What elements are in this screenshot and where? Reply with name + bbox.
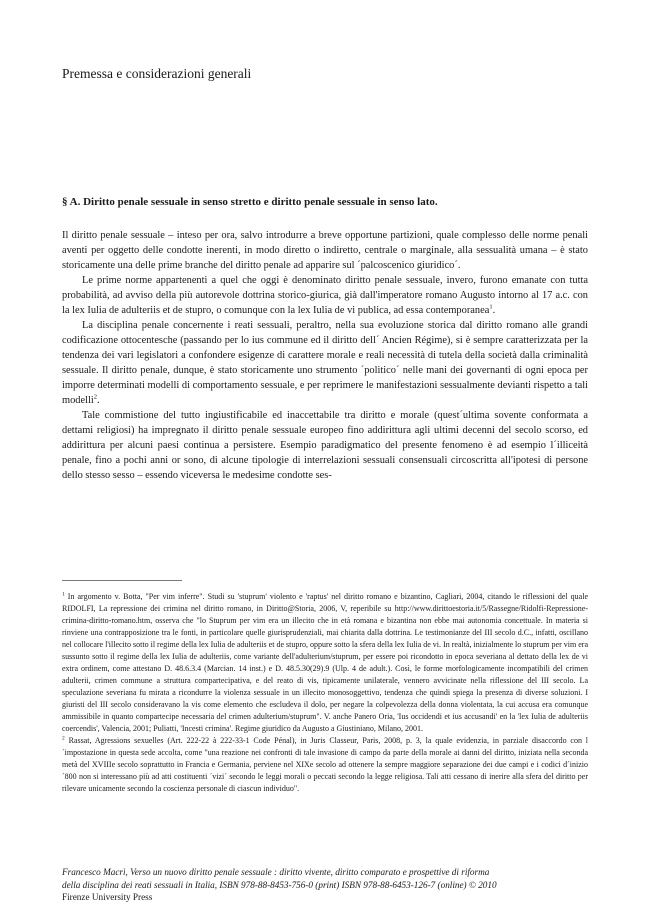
footnote-divider <box>62 580 182 581</box>
footnote-1: $^1$ In argomento v. Botta, "Per vim inferre". Studi su 'stuprum' violento e 'raptus' nel diritto romano e bizantino, Cagliari, 2004, citando le riflessioni del quale RIDOLFI, La repressione dei crimina nel diritto romano, in Diritto@Storia, 2006, V, reperibile su http://www.dirittoestoria.it/5/Rassegne/Ridolfi-Repressione-crimina-diritto-romano.htm, osserva che "lo Stuprum per vim era un illecito che in età romana e bizantina non ebbe mai autonomia concettuale. In materia si rinviene una contrapposizione tra le fonti, in particolare quelle giurisprudenziali, mai chiarita dalla dottrina. Le testimonianze del III secolo d.C., infatti, oscillano nel collocare l'illecito sotto il regime della lex Iulia de adulteriis et de stupro, oppure sotto la sfera della lex Iulia de vi. In realtà, inizialmente lo stuprum per vim era sussunto sotto il regime della lex Iulia de adulteriis, come variante dell'adulterium/stuprum, per essere poi ricondotto in epoca severiana al dettato della lex de vi extra ordinem, come attestano D. 48.6.3.4 (Marcian. 14 inst.) e D. 48.5.30(29).9 (Ulp. 4 de adult.). Così, le forme morfologicamente incompatibili del crimen adulterii, crimen commune a struttura compartecipativa, e del reato di vis, tipicamente unilaterale, vennero avvicinate nella riflessione del III secolo. La speculazione severiana fu mirata a ricondurre la violenza sessuale in un illecito monosoggettivo, tendenza che quindi spiega la presenza di diverse soluzioni. I giuristi del III secolo consideravano la vis come elemento che escludeva il dolo, per negare la colpevolezza della donna violentata, la cui accusa era comunque ammissibile in quanto compartecipe necessaria del crimen adulterium/stuprum". V. anche Panero Oria, 'Ius occidendi et ius accusandi' en la 'lex Iulia de adulteriis coercendis', Valencia, 2001; Puliatti, 'Incesti crimina'. Regime giuridico da Augusto a Giustiniano, Milano, 2001. <box>62 591 588 733</box>
body-text <box>62 228 588 483</box>
paragraph: Il diritto penale sessuale – inteso per ora, salvo introdurre a breve opportune partizioni, quale complesso delle norme penali aventi per oggetto delle condotte inerenti, in modo diretto o indiretto, centrale o marginale, alla sessualità umana – è stato storicamente una delle prime branche del diritto penale ad apparire sul ´palcoscenico giuridico´. <box>62 230 588 271</box>
citation-line-1: Francesco Macrì, Verso un nuovo diritto penale sessuale : diritto vivente, diritto comparato e prospettive di riforma <box>62 867 490 877</box>
paragraph: La disciplina penale concernente i reati sessuali, peraltro, nella sua evoluzione storica dal diritto romano alle grandi codificazione ottocentesche (passando per lo ius commune ed il diritto dell´ Ancien Régime), si è sempre caratterizzata per la tendenza dei vari legislatori a confondere esigenze di carattere morale e reali necessità di tutela della società dalla criminalità sessuale. Il diritto penale, dunque, è stato storicamente uno strumento ´politico´ nelle mani dei governanti di ogni epoca per imporre determinati modelli di comportamento sessuale, e per reprimere le manifestazioni sessualmente devianti rispetto a tali modelli$^2$. <box>62 320 588 406</box>
footnote-ref[interactable]: 2 <box>93 393 97 401</box>
footnotes <box>62 591 588 795</box>
paragraph: Le prime norme appartenenti a quel che oggi è denominato diritto penale sessuale, invero, furono emanate con tutta probabilità, ad avviso della più autorevole dottrina storico-giurica, già dall'imperatore romano Augusto intorno al 17 a.c. con la lex Iulia de adulteriis et de stupro, o comunque con la lex Iulia de vi publica, ad essa contemporanea$^1$. <box>62 275 588 316</box>
paragraph: Tale commistione del tutto ingiustificabile ed inaccettabile tra diritto e morale (quest´ultima sovente conformata a dettami religiosi) ha impregnato il diritto penale sessuale europeo fino addirittura agli ultimi decenni del secolo scorso, ed addirittura per alcuni paesi continua a persistere. Esempio paradigmatico del presente fenomeno è ad esempio l´illiceità penale, fino a pochi anni or sono, di alcune tipologie di interrelazioni sessuali consensuali circoscritta all'ipotesi di persone dello stesso sesso – essendo viceversa le medesime condotte ses- <box>62 410 588 481</box>
publication-citation <box>62 866 588 904</box>
citation-line-3: Firenze University Press <box>62 892 153 902</box>
section-heading: § A. Diritto penale sessuale in senso stretto e diritto penale sessuale in senso lato. <box>62 196 438 208</box>
footnote-2: $^2$ Rassat, Agressions sexuelles (Art. 222-22 à 222-33-1 Code Pénal), in Juris Classeur, Paris, 2008, p. 3, la quale evidenzia, in parziale disaccordo con l´impostazione in questa sede accolta, come "una reazione nei confronti di tale invasione di campo da parte della morale ai danni del diritto, iniziata nella seconda metà del XVIIIe secolo soprattutto in Francia e Germania, perviene nel XIXe secolo ad ottenere la sempre maggiore separazione dei due campi e i codici d´inizio ´800 non si interessano più ad atti costituenti ´vizi´ secondo le leggi morali o peccati secondo la legge religiosa. Tali atti cessano di inerire alla sfera del diritto per rilevare unicamente secondo la coscienza personale di ciascun individuo". <box>62 735 588 793</box>
chapter-title: Premessa e considerazioni generali <box>62 66 252 81</box>
footnote-ref[interactable]: 1 <box>489 303 493 311</box>
citation-line-2: della disciplina dei reati sessuali in Italia, ISBN 978-88-8453-756-0 (print) ISBN 978-88-6453-126-7 (online) © 2010 <box>62 879 497 890</box>
